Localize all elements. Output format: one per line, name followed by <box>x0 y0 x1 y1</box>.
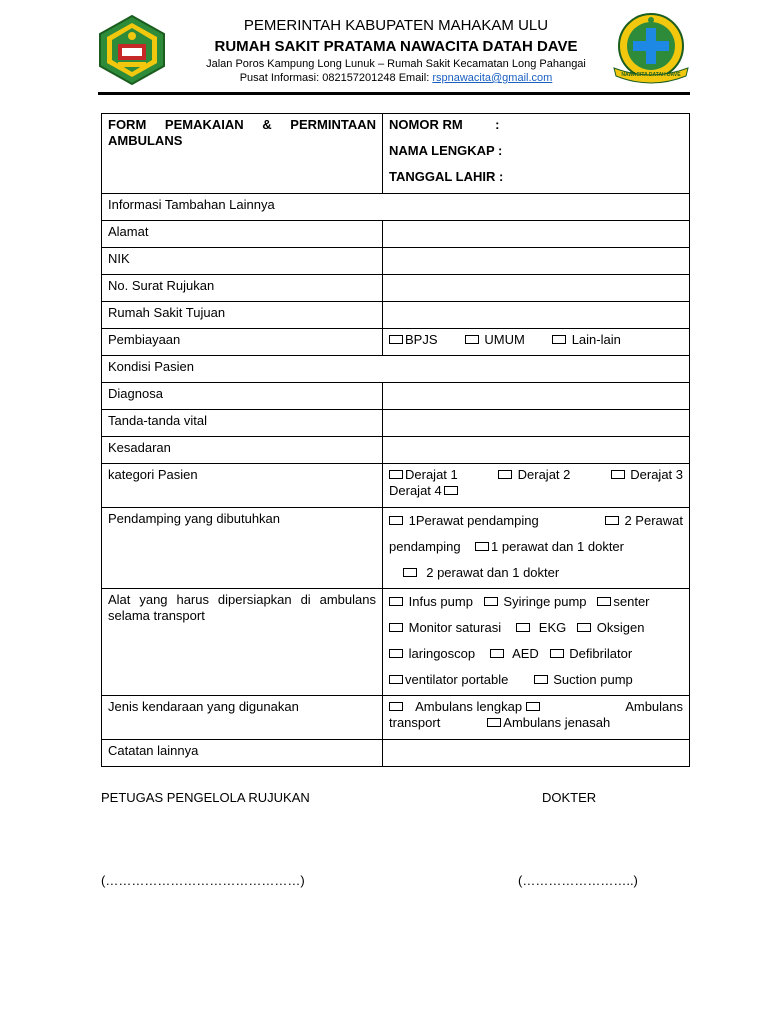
checkbox-icon[interactable] <box>389 597 403 606</box>
checkbox-icon[interactable] <box>389 516 403 525</box>
nama-lengkap-label: NAMA LENGKAP : <box>389 143 503 158</box>
option-monitor-saturasi[interactable]: Monitor saturasi <box>389 615 501 641</box>
dokter-signature-line[interactable]: (……………………..) <box>518 873 638 888</box>
regency-emblem-icon <box>98 14 166 86</box>
option-derajat-3[interactable]: Derajat 3 <box>611 467 683 483</box>
option-ambulans-lengkap[interactable]: Ambulans lengkap <box>389 699 542 715</box>
option-perawat-dokter[interactable]: 1 perawat dan 1 dokter <box>475 534 624 560</box>
option-lain-lain[interactable]: Lain-lain <box>552 332 621 348</box>
checkbox-icon[interactable] <box>597 597 611 606</box>
tanggal-lahir-label: TANGGAL LAHIR : <box>389 169 504 184</box>
option-bpjs[interactable]: BPJS <box>389 332 438 348</box>
checkbox-icon[interactable] <box>550 649 564 658</box>
alamat-label: Alamat <box>102 221 383 248</box>
diagnosa-label: Diagnosa <box>102 383 383 410</box>
kendaraan-label: Jenis kendaraan yang digunakan <box>102 696 383 740</box>
option-ambulans-jenasah[interactable]: Ambulans jenasah <box>487 715 610 731</box>
option-suction-pump[interactable]: Suction pump <box>534 667 633 693</box>
checkbox-icon[interactable] <box>389 675 403 684</box>
alamat-field[interactable] <box>383 221 690 248</box>
logo-ribbon-text: NAWACITA DATAH DAVE <box>621 72 681 78</box>
contact-prefix: Pusat Informasi: 082157201248 Email: <box>239 72 433 84</box>
option-defibrilator[interactable]: Defibrilator <box>550 641 632 667</box>
pendamping-options <box>383 508 690 589</box>
kendaraan-options <box>383 696 690 740</box>
email-link[interactable]: rspnawacita@gmail.com <box>432 72 553 84</box>
checkbox-icon[interactable] <box>389 335 403 344</box>
checkbox-icon[interactable] <box>484 597 498 606</box>
rs-tujuan-label: Rumah Sakit Tujuan <box>102 302 383 329</box>
checkbox-icon[interactable] <box>465 335 479 344</box>
alat-options <box>383 589 690 696</box>
checkbox-icon[interactable] <box>389 649 403 658</box>
hospital-logo-icon <box>610 10 692 88</box>
pendamping-label: Pendamping yang dibutuhkan <box>102 508 383 589</box>
section-info-tambahan: Informasi Tambahan Lainnya <box>102 194 690 221</box>
patient-identity-cell[interactable] <box>383 114 690 194</box>
rs-tujuan-field[interactable] <box>383 302 690 329</box>
alat-label: Alat yang harus dipersiapkan di ambulans selama transport <box>102 589 383 696</box>
tanda-vital-field[interactable] <box>383 410 690 437</box>
dokter-title: DOKTER <box>542 790 597 805</box>
hospital-address: Jalan Poros Kampung Long Lunuk – Rumah Sakit Kecamatan Long Pahangai <box>206 58 586 70</box>
option-derajat-1[interactable]: Derajat 1 <box>389 467 458 483</box>
tanda-vital-label: Tanda-tanda vital <box>102 410 383 437</box>
checkbox-icon[interactable] <box>577 623 591 632</box>
checkbox-icon[interactable] <box>516 623 530 632</box>
checkbox-icon[interactable] <box>490 649 504 658</box>
checkbox-icon[interactable] <box>475 542 489 551</box>
contact-info <box>176 72 616 84</box>
option-infus-pump[interactable]: Infus pump <box>389 589 473 615</box>
checkbox-icon[interactable] <box>403 568 417 577</box>
option-ambulans-transport-a[interactable]: Ambulans <box>625 699 683 714</box>
header-divider <box>98 92 690 95</box>
petugas-title: PETUGAS PENGELOLA RUJUKAN <box>101 790 310 805</box>
checkbox-icon[interactable] <box>389 470 403 479</box>
nik-field[interactable] <box>383 248 690 275</box>
checkbox-icon[interactable] <box>552 335 566 344</box>
nomor-rm-label: NOMOR RM : <box>389 117 500 132</box>
checkbox-icon[interactable] <box>534 675 548 684</box>
option-ambulans-transport-b[interactable]: transport <box>389 715 441 730</box>
option-2-perawat-dokter[interactable]: 2 perawat dan 1 dokter <box>403 560 559 586</box>
option-2-perawat-cont: pendamping <box>389 539 461 554</box>
catatan-label: Catatan lainnya <box>102 740 383 767</box>
petugas-signature-line[interactable]: (………………………………………) <box>101 873 305 888</box>
checkbox-icon[interactable] <box>498 470 512 479</box>
form-title: FORM PEMAKAIAN & PERMINTAAN AMBULANS <box>102 114 383 194</box>
section-kondisi-pasien: Kondisi Pasien <box>102 356 690 383</box>
checkbox-icon[interactable] <box>611 470 625 479</box>
checkbox-icon[interactable] <box>487 718 501 727</box>
hospital-name: RUMAH SAKIT PRATAMA NAWACITA DATAH DAVE <box>214 38 578 55</box>
checkbox-icon[interactable] <box>389 702 403 711</box>
option-ekg[interactable]: EKG <box>516 615 567 641</box>
kesadaran-label: Kesadaran <box>102 437 383 464</box>
option-laringoscop[interactable]: laringoscop <box>389 641 475 667</box>
option-oksigen[interactable]: Oksigen <box>577 615 644 641</box>
catatan-field[interactable] <box>383 740 690 767</box>
surat-rujukan-field[interactable] <box>383 275 690 302</box>
surat-rujukan-label: No. Surat Rujukan <box>102 275 383 302</box>
checkbox-icon[interactable] <box>526 702 540 711</box>
diagnosa-field[interactable] <box>383 383 690 410</box>
option-ventilator[interactable]: ventilator portable <box>389 667 508 693</box>
letterhead <box>98 10 692 94</box>
kategori-label: kategori Pasien <box>102 464 383 508</box>
ambulance-request-form <box>101 113 690 767</box>
option-umum[interactable]: UMUM <box>465 332 525 348</box>
checkbox-icon[interactable] <box>389 623 403 632</box>
checkbox-icon[interactable] <box>605 516 619 525</box>
option-2-perawat[interactable]: 2 Perawat <box>605 508 683 534</box>
pembiayaan-label: Pembiayaan <box>102 329 383 356</box>
government-name: PEMERINTAH KABUPATEN MAHAKAM ULU <box>243 17 549 34</box>
kesadaran-field[interactable] <box>383 437 690 464</box>
option-derajat-2[interactable]: Derajat 2 <box>498 467 570 483</box>
option-1-perawat[interactable]: 1Perawat pendamping <box>389 508 539 534</box>
kategori-options <box>383 464 690 508</box>
option-syiringe-pump[interactable]: Syiringe pump <box>484 589 587 615</box>
option-derajat-4[interactable]: Derajat 4 <box>389 483 460 499</box>
option-senter[interactable]: senter <box>597 589 649 615</box>
pembiayaan-options <box>383 329 690 356</box>
checkbox-icon[interactable] <box>444 486 458 495</box>
option-aed[interactable]: AED <box>490 641 539 667</box>
nik-label: NIK <box>102 248 383 275</box>
